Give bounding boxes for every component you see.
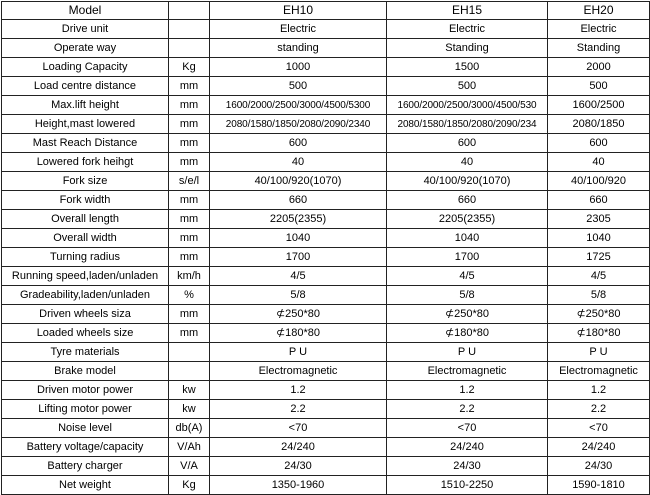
row-unit: kw xyxy=(169,400,210,419)
value-eh20: 1.2 xyxy=(548,381,650,400)
value-eh20: 600 xyxy=(548,134,650,153)
value-eh10: 1600/2000/2500/3000/4500/5300 xyxy=(210,96,387,115)
row-unit: s/e/l xyxy=(169,172,210,191)
value-eh10: 4/5 xyxy=(210,267,387,286)
value-eh15: 1600/2000/2500/3000/4500/530 xyxy=(387,96,548,115)
value-eh10: 5/8 xyxy=(210,286,387,305)
table-row xyxy=(2,134,650,153)
value-eh15: 1040 xyxy=(387,229,548,248)
table-row xyxy=(2,381,650,400)
value-eh10: 1700 xyxy=(210,248,387,267)
table-row xyxy=(2,172,650,191)
table-row xyxy=(2,324,650,343)
table-row xyxy=(2,438,650,457)
value-eh10: 2.2 xyxy=(210,400,387,419)
value-eh15: ⊄250*80 xyxy=(387,305,548,324)
table-row xyxy=(2,77,650,96)
table-row xyxy=(2,267,650,286)
value-eh15: P U xyxy=(387,343,548,362)
header-eh10: EH10 xyxy=(210,2,387,20)
value-eh20: 24/240 xyxy=(548,438,650,457)
value-eh10: P U xyxy=(210,343,387,362)
row-unit xyxy=(169,343,210,362)
table-row xyxy=(2,476,650,495)
value-eh10: ⊄250*80 xyxy=(210,305,387,324)
table-row xyxy=(2,229,650,248)
value-eh10: 2080/1580/1850/2080/2090/2340 xyxy=(210,115,387,134)
row-label: Running speed,laden/unladen xyxy=(2,267,169,286)
value-eh20: ⊄180*80 xyxy=(548,324,650,343)
row-unit: mm xyxy=(169,96,210,115)
value-eh10: 40/100/920(1070) xyxy=(210,172,387,191)
value-eh20: 2080/1850 xyxy=(548,115,650,134)
table-row xyxy=(2,362,650,381)
value-eh15: 660 xyxy=(387,191,548,210)
value-eh10: ⊄180*80 xyxy=(210,324,387,343)
value-eh20: 1590-1810 xyxy=(548,476,650,495)
value-eh10: standing xyxy=(210,39,387,58)
row-label: Fork width xyxy=(2,191,169,210)
header-model: Model xyxy=(2,2,169,20)
value-eh10: 500 xyxy=(210,77,387,96)
value-eh20: 4/5 xyxy=(548,267,650,286)
value-eh10: 2205(2355) xyxy=(210,210,387,229)
value-eh10: 24/240 xyxy=(210,438,387,457)
row-unit: km/h xyxy=(169,267,210,286)
value-eh20: 40/100/920 xyxy=(548,172,650,191)
row-label: Height,mast lowered xyxy=(2,115,169,134)
value-eh15: 40/100/920(1070) xyxy=(387,172,548,191)
row-unit: kw xyxy=(169,381,210,400)
table-row xyxy=(2,210,650,229)
value-eh20: 500 xyxy=(548,77,650,96)
row-label: Mast Reach Distance xyxy=(2,134,169,153)
value-eh15: <70 xyxy=(387,419,548,438)
row-unit: Kg xyxy=(169,58,210,77)
value-eh10: Electromagnetic xyxy=(210,362,387,381)
value-eh20: P U xyxy=(548,343,650,362)
value-eh10: 1.2 xyxy=(210,381,387,400)
value-eh10: 1040 xyxy=(210,229,387,248)
value-eh10: 1000 xyxy=(210,58,387,77)
row-unit: mm xyxy=(169,305,210,324)
value-eh20: 2305 xyxy=(548,210,650,229)
row-unit: mm xyxy=(169,248,210,267)
header-eh15: EH15 xyxy=(387,2,548,20)
value-eh15: Standing xyxy=(387,39,548,58)
value-eh15: 5/8 xyxy=(387,286,548,305)
value-eh15: 2080/1580/1850/2080/2090/234 xyxy=(387,115,548,134)
table-row xyxy=(2,286,650,305)
value-eh15: 2205(2355) xyxy=(387,210,548,229)
row-unit: V/Ah xyxy=(169,438,210,457)
value-eh10: Electric xyxy=(210,20,387,39)
row-unit: mm xyxy=(169,229,210,248)
row-unit: mm xyxy=(169,191,210,210)
table-row xyxy=(2,305,650,324)
value-eh20: 40 xyxy=(548,153,650,172)
value-eh15: 24/240 xyxy=(387,438,548,457)
row-unit xyxy=(169,39,210,58)
value-eh10: 600 xyxy=(210,134,387,153)
value-eh15: Electromagnetic xyxy=(387,362,548,381)
row-unit: mm xyxy=(169,115,210,134)
value-eh15: Electric xyxy=(387,20,548,39)
row-unit: V/A xyxy=(169,457,210,476)
row-label: Gradeability,laden/unladen xyxy=(2,286,169,305)
row-label: Battery voltage/capacity xyxy=(2,438,169,457)
table-row xyxy=(2,39,650,58)
row-unit xyxy=(169,20,210,39)
value-eh10: 24/30 xyxy=(210,457,387,476)
value-eh20: Electric xyxy=(548,20,650,39)
row-label: Loaded wheels size xyxy=(2,324,169,343)
value-eh20: 660 xyxy=(548,191,650,210)
value-eh20: 1600/2500 xyxy=(548,96,650,115)
value-eh20: 1725 xyxy=(548,248,650,267)
value-eh20: ⊄250*80 xyxy=(548,305,650,324)
value-eh10: 1350-1960 xyxy=(210,476,387,495)
row-label: Driven motor power xyxy=(2,381,169,400)
table-row xyxy=(2,96,650,115)
value-eh15: ⊄180*80 xyxy=(387,324,548,343)
row-unit: % xyxy=(169,286,210,305)
row-label: Lifting motor power xyxy=(2,400,169,419)
row-label: Turning radius xyxy=(2,248,169,267)
header-row xyxy=(2,2,650,20)
value-eh20: <70 xyxy=(548,419,650,438)
value-eh15: 40 xyxy=(387,153,548,172)
table-row xyxy=(2,419,650,438)
header-eh20: EH20 xyxy=(548,2,650,20)
row-label: Brake model xyxy=(2,362,169,381)
row-label: Tyre materials xyxy=(2,343,169,362)
value-eh15: 24/30 xyxy=(387,457,548,476)
header-unit xyxy=(169,2,210,20)
row-label: Lowered fork heihgt xyxy=(2,153,169,172)
table-row xyxy=(2,58,650,77)
value-eh20: Standing xyxy=(548,39,650,58)
row-label: Overall width xyxy=(2,229,169,248)
row-unit xyxy=(169,362,210,381)
value-eh20: 2000 xyxy=(548,58,650,77)
table-row xyxy=(2,248,650,267)
row-unit: mm xyxy=(169,153,210,172)
row-unit: mm xyxy=(169,210,210,229)
value-eh20: 5/8 xyxy=(548,286,650,305)
table-row xyxy=(2,343,650,362)
value-eh10: 40 xyxy=(210,153,387,172)
row-unit: db(A) xyxy=(169,419,210,438)
row-label: Drive unit xyxy=(2,20,169,39)
row-label: Overall length xyxy=(2,210,169,229)
row-label: Driven wheels siza xyxy=(2,305,169,324)
value-eh15: 4/5 xyxy=(387,267,548,286)
value-eh15: 1.2 xyxy=(387,381,548,400)
table-row xyxy=(2,400,650,419)
value-eh15: 600 xyxy=(387,134,548,153)
value-eh20: 2.2 xyxy=(548,400,650,419)
table-row xyxy=(2,20,650,39)
row-label: Max.lift height xyxy=(2,96,169,115)
row-unit: mm xyxy=(169,324,210,343)
row-unit: Kg xyxy=(169,476,210,495)
value-eh20: Electromagnetic xyxy=(548,362,650,381)
value-eh15: 1510-2250 xyxy=(387,476,548,495)
row-label: Battery charger xyxy=(2,457,169,476)
value-eh10: <70 xyxy=(210,419,387,438)
row-label: Load centre distance xyxy=(2,77,169,96)
row-label: Fork size xyxy=(2,172,169,191)
row-label: Loading Capacity xyxy=(2,58,169,77)
table-row xyxy=(2,191,650,210)
value-eh15: 1700 xyxy=(387,248,548,267)
row-label: Net weight xyxy=(2,476,169,495)
table-row xyxy=(2,153,650,172)
value-eh15: 1500 xyxy=(387,58,548,77)
row-label: Operate way xyxy=(2,39,169,58)
value-eh20: 1040 xyxy=(548,229,650,248)
value-eh10: 660 xyxy=(210,191,387,210)
value-eh15: 500 xyxy=(387,77,548,96)
value-eh15: 2.2 xyxy=(387,400,548,419)
value-eh20: 24/30 xyxy=(548,457,650,476)
spec-table xyxy=(1,1,650,495)
table-row xyxy=(2,115,650,134)
row-unit: mm xyxy=(169,77,210,96)
table-row xyxy=(2,457,650,476)
row-unit: mm xyxy=(169,134,210,153)
row-label: Noise level xyxy=(2,419,169,438)
